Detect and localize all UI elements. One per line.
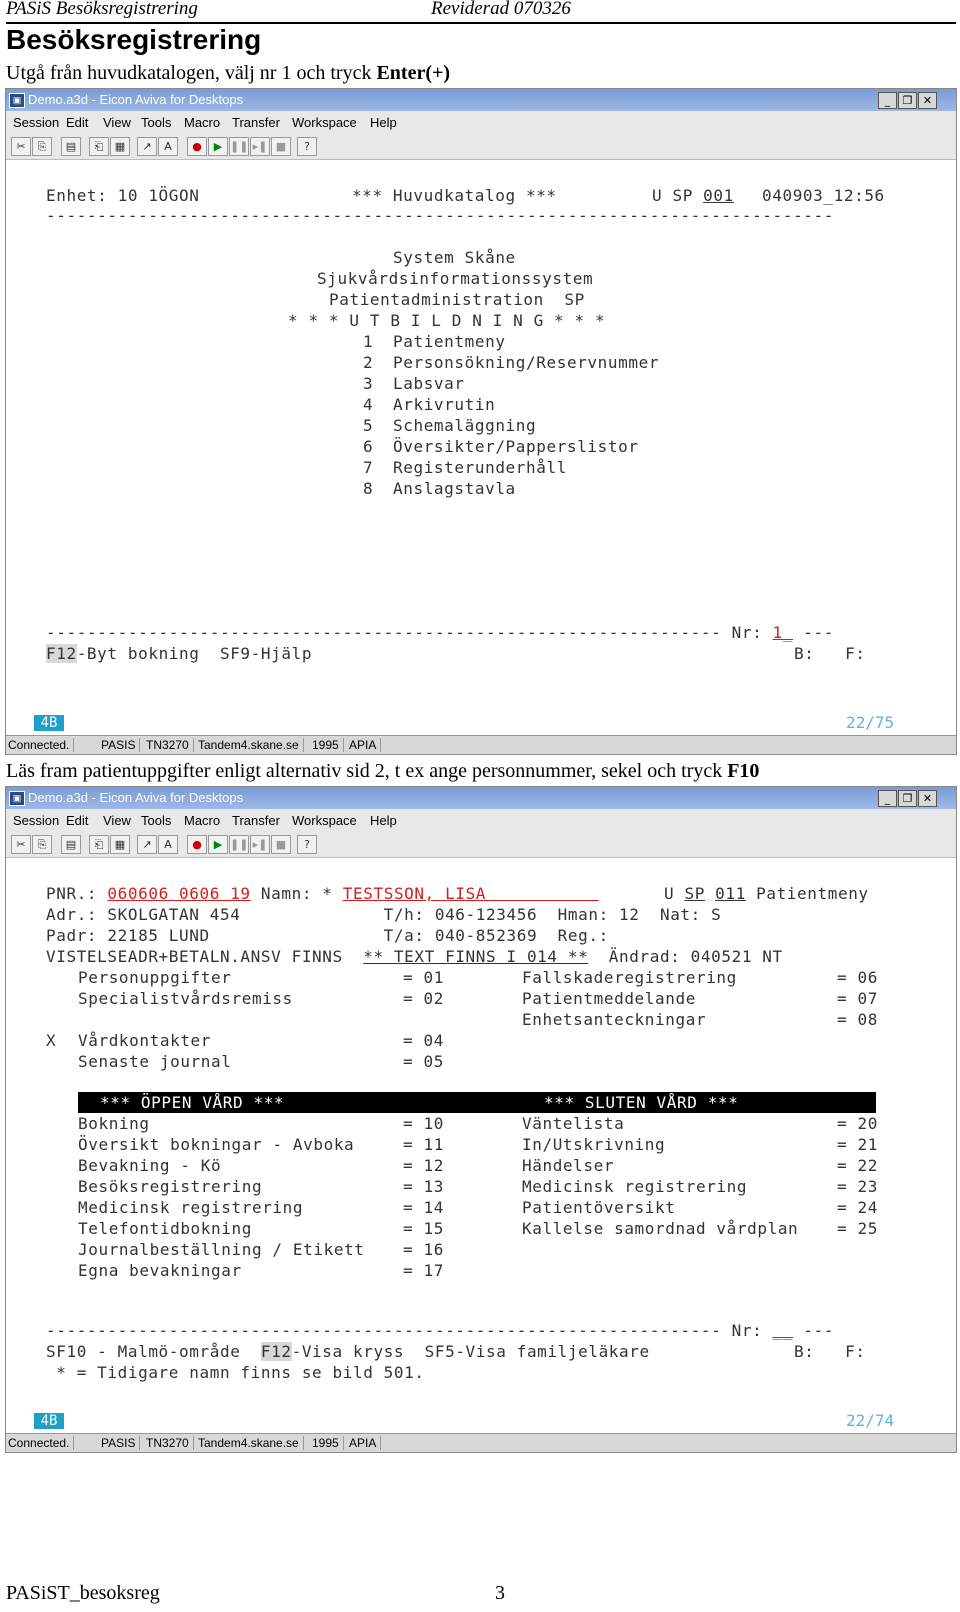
bf-fields: B: F: xyxy=(794,1342,866,1361)
instruction-1-text: Utgå från huvudkatalogen, välj nr 1 och tryck xyxy=(6,62,377,84)
page-title: Besöksregistrering xyxy=(6,24,262,55)
menu-session[interactable]: Session xyxy=(13,813,60,828)
note-line: * = Tidigare namn finns se bild 501. xyxy=(46,1363,425,1382)
play-icon[interactable]: ▶ xyxy=(208,137,228,156)
unit-label: Enhet: 10 1ÖGON xyxy=(46,186,200,205)
option-code: = 22 xyxy=(837,1156,878,1175)
page-number: 3 xyxy=(495,1582,505,1604)
system-line: System Skåne xyxy=(393,248,516,267)
inpatient-care-heading: *** SLUTEN VÅRD *** xyxy=(544,1093,739,1112)
function-keys-line xyxy=(46,644,312,663)
option-code: = 13 xyxy=(403,1177,444,1196)
terminal-window-1 xyxy=(5,88,957,755)
keyboard-indicator: 4B xyxy=(34,715,64,731)
option-code: = 15 xyxy=(403,1219,444,1238)
option-code: = 07 xyxy=(837,989,878,1008)
nr-tail: --- xyxy=(793,623,834,642)
menu-item-label[interactable]: Arkivrutin xyxy=(393,395,496,414)
paste-icon[interactable]: ▤ xyxy=(61,137,81,156)
menu-workspace[interactable]: Workspace xyxy=(292,813,357,828)
terminal-window-2 xyxy=(5,786,957,1453)
option-code: = 04 xyxy=(403,1031,444,1050)
paste2-icon[interactable]: ▦ xyxy=(110,137,130,156)
f12-key[interactable]: F12 xyxy=(46,644,77,663)
nr-separator: ------------------------------------------------------------------ Nr: xyxy=(46,623,773,642)
menu-item-label[interactable]: Anslagstavla xyxy=(393,479,516,498)
status-protocol: TN3270 xyxy=(146,1436,194,1450)
status-port: 1995 xyxy=(312,1436,344,1450)
menu-macro[interactable]: Macro xyxy=(184,115,221,130)
restore-button[interactable]: ❐ xyxy=(898,790,917,807)
address-line: Adr.: SKOLGATAN 454 T/h: 046-123456 Hman: 12 Nat: S xyxy=(46,905,722,924)
status-bar xyxy=(6,1433,956,1452)
user-prefix: U SP xyxy=(652,186,704,205)
menu-item-number: 6 xyxy=(363,437,374,456)
toolbar xyxy=(6,831,956,858)
font-icon[interactable]: ↗ xyxy=(137,835,157,854)
menu-session[interactable]: Session xyxy=(13,115,60,130)
nr-separator: ------------------------------------------------------------------ Nr: xyxy=(46,1321,773,1340)
keyboard-indicator: 4B xyxy=(34,1413,64,1429)
menu-item-label[interactable]: Schemaläggning xyxy=(393,416,537,435)
instruction-1 xyxy=(6,62,450,85)
option-label[interactable]: Händelser xyxy=(522,1156,615,1175)
option-code: = 20 xyxy=(837,1114,878,1133)
function-keys-text: -Byt bokning SF9-Hjälp xyxy=(76,644,313,663)
menu-edit[interactable]: Edit xyxy=(66,115,89,130)
option-code: = 24 xyxy=(837,1198,878,1217)
copy-icon[interactable]: ⎘ xyxy=(32,137,52,156)
option-label[interactable]: Väntelista xyxy=(522,1114,625,1133)
nr-input[interactable]: __ xyxy=(772,1321,793,1340)
window-titlebar xyxy=(6,787,956,809)
stop-icon[interactable]: ■ xyxy=(271,835,291,854)
copy2-icon[interactable]: ⎗ xyxy=(89,835,109,854)
paste2-icon[interactable]: ▦ xyxy=(110,835,130,854)
menu-tools[interactable]: Tools xyxy=(141,115,172,130)
sf10-text: SF10 - Malmö-område xyxy=(46,1342,261,1361)
option-label[interactable]: Besöksregistrering xyxy=(78,1177,263,1196)
nr-input[interactable]: 1_ xyxy=(772,623,793,642)
option-code: = 16 xyxy=(403,1240,444,1259)
status-protocol: TN3270 xyxy=(146,738,194,752)
status-api: APIA xyxy=(349,1436,381,1450)
cursor-position: 22/75 xyxy=(846,713,895,732)
step-icon[interactable]: ▸❚ xyxy=(250,137,270,156)
menu-transfer[interactable]: Transfer xyxy=(232,115,280,130)
menu-item-label[interactable]: Labsvar xyxy=(393,374,465,393)
option-label[interactable]: Patientmeddelande xyxy=(522,989,696,1008)
app-icon: ▣ xyxy=(9,791,25,806)
stop-icon[interactable]: ■ xyxy=(271,137,291,156)
open-care-heading: *** ÖPPEN VÅRD *** xyxy=(100,1093,285,1112)
option-code: = 14 xyxy=(403,1198,444,1217)
menu-item-number: 8 xyxy=(363,479,374,498)
option-label[interactable]: Kallelse samordnad vårdplan xyxy=(522,1219,799,1238)
separator: ----------------------------------------------------------------------------- xyxy=(46,206,834,225)
screen-id-name: Patientmeny xyxy=(745,884,869,903)
option-code: = 21 xyxy=(837,1135,878,1154)
record-icon[interactable]: ● xyxy=(187,137,207,156)
catalog-heading: *** Huvudkatalog *** xyxy=(352,186,557,205)
window-titlebar xyxy=(6,89,956,111)
nr-line xyxy=(46,623,834,642)
name-field[interactable]: TESTSSON, LISA xyxy=(342,884,599,903)
menu-item-label[interactable]: Patientmeny xyxy=(393,332,506,351)
option-code: = 01 xyxy=(403,968,444,987)
instruction-1-key: Enter(+) xyxy=(376,62,451,84)
option-code: = 08 xyxy=(837,1010,878,1029)
menu-item-number: 1 xyxy=(363,332,374,351)
option-label[interactable]: In/Utskrivning xyxy=(522,1135,666,1154)
status-bar xyxy=(6,735,956,754)
option-label[interactable]: Enhetsanteckningar xyxy=(522,1010,707,1029)
font-large-icon[interactable]: A xyxy=(158,137,178,156)
terminal-screen xyxy=(6,858,956,1430)
page-header xyxy=(6,0,956,24)
system-line: Patientadministration SP xyxy=(329,290,585,309)
info-line xyxy=(46,947,783,966)
user-info xyxy=(652,186,734,205)
option-label[interactable]: Vårdkontakter xyxy=(78,1031,212,1050)
menu-view[interactable]: View xyxy=(103,115,131,130)
option-code: = 05 xyxy=(403,1052,444,1071)
screen-id-u: U xyxy=(664,884,685,903)
bf-fields: B: F: xyxy=(794,644,866,663)
menu-item-number: 7 xyxy=(363,458,374,477)
menu-workspace[interactable]: Workspace xyxy=(292,115,357,130)
patient-header-line xyxy=(46,884,599,903)
option-label[interactable]: Bokning xyxy=(78,1114,150,1133)
changed-info: Ändrad: 040521 NT xyxy=(588,947,783,966)
option-label[interactable]: Översikt bokningar - Avboka xyxy=(78,1135,355,1154)
instruction-2 xyxy=(6,760,759,783)
play-icon[interactable]: ▶ xyxy=(208,835,228,854)
user-code: 001 xyxy=(703,186,734,205)
option-label[interactable]: Bevakning - Kö xyxy=(78,1156,222,1175)
menu-bar xyxy=(6,809,956,831)
cut-icon[interactable]: ✂ xyxy=(11,835,31,854)
close-button[interactable]: ✕ xyxy=(918,92,937,109)
screen-id-code: 011 xyxy=(715,884,746,903)
screen-id-sp: SP xyxy=(684,884,705,903)
text-notice: ** TEXT FINNS I 014 ** xyxy=(363,947,589,966)
menu-bar xyxy=(6,111,956,133)
option-code: = 11 xyxy=(403,1135,444,1154)
option-label[interactable]: Journalbeställning / Etikett xyxy=(78,1240,365,1259)
nr-line xyxy=(46,1321,834,1340)
instruction-2-text: Läs fram patientuppgifter enligt alternativ sid 2, t ex ange personnummer, sekel och tryck xyxy=(6,760,728,782)
font-large-icon[interactable]: A xyxy=(158,835,178,854)
menu-tools[interactable]: Tools xyxy=(141,813,172,828)
menu-transfer[interactable]: Transfer xyxy=(232,813,280,828)
menu-edit[interactable]: Edit xyxy=(66,813,89,828)
section-band xyxy=(78,1092,876,1113)
function-keys-text: -Visa kryss SF5-Visa familjeläkare xyxy=(291,1342,650,1361)
pnr-label: PNR.: xyxy=(46,884,108,903)
status-connected: Connected. xyxy=(8,1436,74,1450)
status-port: 1995 xyxy=(312,738,344,752)
instruction-2-key: F10 xyxy=(727,760,760,782)
font-icon[interactable]: ↗ xyxy=(137,137,157,156)
system-line: Sjukvårdsinformationssystem xyxy=(317,269,594,288)
menu-item-label[interactable]: Registerunderhåll xyxy=(393,458,567,477)
status-connected: Connected. xyxy=(8,738,74,752)
restore-button[interactable]: ❐ xyxy=(898,92,917,109)
status-session: PASIS xyxy=(101,738,140,752)
help-icon[interactable]: ? xyxy=(297,835,317,854)
f12-key[interactable]: F12 xyxy=(260,1342,292,1361)
menu-macro[interactable]: Macro xyxy=(184,813,221,828)
menu-help[interactable]: Help xyxy=(370,813,397,828)
menu-item-number: 5 xyxy=(363,416,374,435)
info-text: VISTELSEADR+BETALN.ANSV FINNS xyxy=(46,947,364,966)
menu-item-label[interactable]: Personsökning/Reservnummer xyxy=(393,353,660,372)
menu-help[interactable]: Help xyxy=(370,115,397,130)
option-label[interactable]: Egna bevakningar xyxy=(78,1261,242,1280)
option-label[interactable]: Specialistvårdsremiss xyxy=(78,989,293,1008)
header-doc-title: PASiS Besöksregistrering xyxy=(6,0,198,19)
status-api: APIA xyxy=(349,738,381,752)
pause-icon[interactable]: ❚❚ xyxy=(229,835,249,854)
copy-icon[interactable]: ⎘ xyxy=(32,835,52,854)
option-label[interactable]: Patientöversikt xyxy=(522,1198,676,1217)
menu-item-label[interactable]: Översikter/Papperslistor xyxy=(393,437,639,456)
postal-address-line: Padr: 22185 LUND T/a: 040-852369 Reg.: xyxy=(46,926,609,945)
copy2-icon[interactable]: ⎗ xyxy=(89,137,109,156)
option-label[interactable]: Senaste journal xyxy=(78,1052,232,1071)
option-label[interactable]: Personuppgifter xyxy=(78,968,232,987)
cursor-position: 22/74 xyxy=(846,1411,895,1430)
name-label: Namn: * xyxy=(250,884,343,903)
status-host: Tandem4.skane.se xyxy=(198,738,304,752)
menu-item-number: 2 xyxy=(363,353,374,372)
footer-filename: PASiST_besoksreg xyxy=(6,1582,160,1604)
help-icon[interactable]: ? xyxy=(297,137,317,156)
record-icon[interactable]: ● xyxy=(187,835,207,854)
option-code: = 25 xyxy=(837,1219,878,1238)
close-button[interactable]: ✕ xyxy=(918,790,937,807)
app-icon: ▣ xyxy=(9,93,25,108)
terminal-screen xyxy=(6,160,956,732)
selected-mark: X xyxy=(46,1031,57,1050)
nr-tail: --- xyxy=(793,1321,834,1340)
screen-id xyxy=(664,884,869,903)
function-keys-line xyxy=(46,1342,650,1361)
option-code: = 02 xyxy=(403,989,444,1008)
menu-item-number: 3 xyxy=(363,374,374,393)
option-code: = 10 xyxy=(403,1114,444,1133)
datetime: 040903_12:56 xyxy=(762,186,885,205)
minimize-button[interactable]: _ xyxy=(878,92,897,109)
option-label[interactable]: Medicinsk registrering xyxy=(522,1177,748,1196)
option-code: = 23 xyxy=(837,1177,878,1196)
option-label[interactable]: Fallskaderegistrering xyxy=(522,968,737,987)
pnr-field[interactable]: 060606 0606 19 xyxy=(107,884,251,903)
option-code: = 12 xyxy=(403,1156,444,1175)
toolbar xyxy=(6,133,956,160)
option-label[interactable]: Medicinsk registrering xyxy=(78,1198,304,1217)
menu-item-number: 4 xyxy=(363,395,374,414)
paste-icon[interactable]: ▤ xyxy=(61,835,81,854)
option-label[interactable]: Telefontidbokning xyxy=(78,1219,252,1238)
option-code: = 17 xyxy=(403,1261,444,1280)
window-title: Demo.a3d - Eicon Aviva for Desktops xyxy=(28,92,244,107)
cut-icon[interactable]: ✂ xyxy=(11,137,31,156)
window-title: Demo.a3d - Eicon Aviva for Desktops xyxy=(28,790,244,805)
step-icon[interactable]: ▸❚ xyxy=(250,835,270,854)
header-revision: Reviderad 070326 xyxy=(431,0,571,19)
menu-view[interactable]: View xyxy=(103,813,131,828)
system-line: * * * U T B I L D N I N G * * * xyxy=(288,311,606,330)
minimize-button[interactable]: _ xyxy=(878,790,897,807)
status-session: PASIS xyxy=(101,1436,140,1450)
status-host: Tandem4.skane.se xyxy=(198,1436,304,1450)
option-code: = 06 xyxy=(837,968,878,987)
pause-icon[interactable]: ❚❚ xyxy=(229,137,249,156)
